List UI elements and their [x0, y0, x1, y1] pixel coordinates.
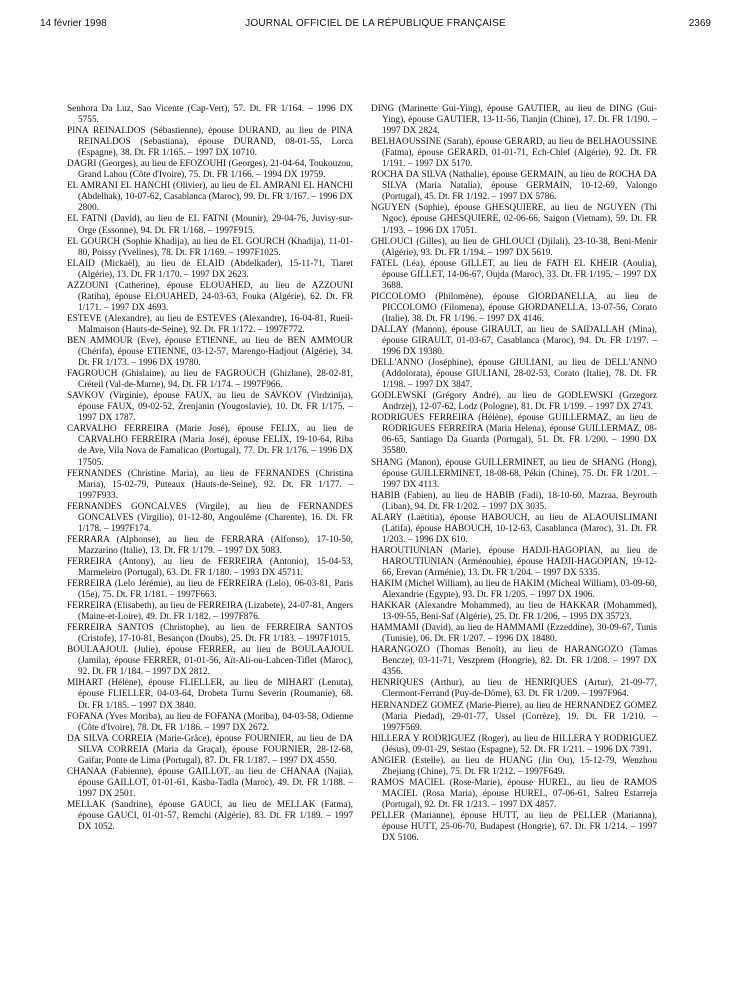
name-change-entry: FERREIRA SANTOS (Christophe), au lieu de FERREIRA SANTOS (Cristofe), 17-10-81, Besançon (Doubs), 25. Dt. FR 1/183. – 1997F1015. [67, 623, 353, 645]
left-column [67, 104, 353, 833]
name-change-entry: RAMOS MACIEL (Rose-Marie), épouse HUREL, au lieu de RAMOS MACIEL (Rosa Maria), épouse HUREL, 07-06-61, Salreu Estarreja (Portugal), 92. Dt. FR 1/213. – 1997 DX 4857. [371, 777, 657, 810]
name-change-entry: FERNANDES (Christine Maria), au lieu de FERNANDES (Christina Maria), 15-02-79, Puteaux (Hauts-de-Seine), 92. Dt. FR 1/177. – 1997F933. [67, 468, 353, 501]
name-change-entry: HILLERA Y RODRIGUEZ (Roger), au lieu de HILLERA Y RODRIGUEZ (Jésus), 09-01-29, Sestao (Espagne), 52. Dt. FR 1/211. – 1996 DX 7391. [371, 733, 657, 755]
name-change-entry: Senhora Da Luz, Sao Vicente (Cap-Vert), 57. Dt. FR 1/164. – 1996 DX 5755. [67, 104, 353, 126]
name-change-entry: PINA REINALDOS (Sébastienne), épouse DURAND, au lieu de PINA REINALDOS (Sebastiana), épouse DURAND, 08-01-55, Lorca (Espagne), 38. Dt. FR 1/165. – 1997 DX 10710. [67, 126, 353, 159]
name-change-entry: BOULAAJOUL (Julie), épouse FERRER, au lieu de BOULAAJOUL (Jamila), épouse FERRER, 01-01-56, Aït-Ali-ou-Lahcen-Tiflet (Maroc), 92. Dt. FR 1/184. – 1997 DX 2812. [67, 645, 353, 678]
name-change-entry: ROCHA DA SILVA (Nathalie), épouse GERMAIN, au lieu de ROCHA DA SILVA (Maria Natalia), épouse GERMAIN, 10-12-69, Valongo (Portugal), 45. Dt. FR 1/192. – 1997 DX 5786. [371, 170, 657, 203]
name-change-entry: HAROUTIUNIAN (Marie), épouse HADJI-HAGOPIAN, au lieu de HAROUTIUNIAN (Arménouhie), épouse HADJI-HAGOPIAN, 19-12-66, Erevan (Arménie), 13. Dt. FR 1/204. – 1997 DX 5335. [371, 545, 657, 578]
name-change-entry: DELL'ANNO (Joséphine), épouse GIULIANI, au lieu de DELL'ANNO (Addolorata), épouse GIULIANI, 28-02-53, Corato (Italie), 78. Dt. FR 1/198. – 1997 DX 3847. [371, 358, 657, 391]
name-change-entry: GHLOUCI (Gilles), au lieu de GHLOUCI (Djilali), 23-10-38, Beni-Menir (Algérie), 93. Dt. FR 1/194. – 1997 DX 5619. [371, 236, 657, 258]
name-change-entry: SAVKOV (Virginie), épouse FAUX, au lieu de SAVKOV (Virdzinija), épouse FAUX, 09-02-52, Zrenjanin (Yougoslavie), 10. Dt. FR 1/175. – 1997 DX 1787. [67, 391, 353, 424]
name-change-entry: FERNANDES GONCALVES (Virgile), au lieu de FERNANDES GONCALVES (Virgilio), 01-12-80, Angoulême (Charente), 16. Dt. FR 1/178. – 1997F174. [67, 501, 353, 534]
name-change-entry: FATEL (Léa), épouse GILLET, au lieu de FATH EL KHEIR (Aoulia), épouse GILLET, 14-06-67, Oujda (Maroc), 33. Dt. FR 1/195. – 1997 DX 3688. [371, 258, 657, 291]
name-change-entry: AZZOUNI (Catherine), épouse ELOUAHED, au lieu de AZZOUNI (Ratiha), épouse ELOUAHED, 24-03-63, Fouka (Algérie), 62. Dt. FR 1/171. – 1997 DX 4693. [67, 280, 353, 313]
name-change-entry: NGUYEN (Sophie), épouse GHESQUIERE, au lieu de NGUYEN (Thi Ngoc), épouse GHESQUIERE, 02-06-66, Saigon (Vietnam), 59. Dt. FR 1/193. – 1996 DX 17051. [371, 203, 657, 236]
name-change-entry: DA SILVA CORREIA (Marie-Grâce), épouse FOURNIER, au lieu de DA SILVA CORREIA (Maria da Graçal), épouse FOURNIER, 28-12-68, Gaifar, Ponte de Lima (Portugal), 87. Dt. FR 1/187. – 1997 DX 4550. [67, 733, 353, 766]
name-change-entry: ALARY (Laëtitia), épouse HABOUCH, au lieu de ALAOUISLIMANI (Latifa), épouse HABOUCH, 10-12-63, Casablanca (Maroc), 31. Dt. FR 1/203. – 1996 DX 610. [371, 512, 657, 545]
name-change-entry: DALLAY (Manon), épouse GIRAULT, au lieu de SAIDALLAH (Mina), épouse GIRAULT, 01-03-67, Casablanca (Maroc), 94. Dt. FR 1/197. – 1996 DX 19380. [371, 324, 657, 358]
name-change-entry: HAKKAR (Alexandre Mohammed), au lieu de HAKKAR (Mohammed), 13-09-55, Beni-Saf (Algérie), 25. Dt. FR 1/206. – 1995 DX 35723. [371, 601, 657, 623]
name-change-entry: EL FATNI (David), au lieu de EL FATNI (Mounir), 29-04-76, Juvisy-sur-Orge (Essonne), 94. Dt. FR 1/168. – 1997F915. [67, 214, 353, 236]
name-change-entry: RODRIGUES FERREIRA (Hélène), épouse GUILLERMAZ, au lieu de RODRIGUES FERREIRA (Maria Helena), épouse GUILLERMAZ, 08-06-65, Santiago Da Guarda (Portugal), 51. Dt. FR 1/200. – 1990 DX 35580. [371, 413, 657, 457]
name-change-entry: FAGROUCH (Ghislaine), au lieu de FAGROUCH (Ghizlane), 28-02-81, Créteil (Val-de-Marne), 94. Dt. FR 1/174. – 1997F966. [67, 369, 353, 391]
right-column [371, 104, 657, 844]
name-change-entry: FERREIRA (Elisabeth), au lieu de FERREIRA (Lizabete), 24-07-81, Angers (Maine-et-Loire), 49. Dt. FR 1/182. – 1997F876. [67, 601, 353, 623]
name-change-entry: MIHART (Hélène), épouse FLIELLER, au lieu de MIHART (Lenuta), épouse FLIELLER, 04-03-64, Drobeta Turnu Severin (Roumanie), 68. Dt. FR 1/185. – 1997 DX 3840. [67, 678, 353, 711]
name-change-entry: PELLER (Marianne), épouse HUTT, au lieu de PELLER (Marianna), épouse HUTT, 25-06-70, Budapest (Hongrie), 67. Dt. FR 1/214. – 1997 DX 5106. [371, 811, 657, 844]
page-number: 2369 [688, 18, 711, 29]
name-change-entry: GODLEWSKI (Grégory André), au lieu de GODLEWSKI (Grzegorz Andrzej), 12-07-62, Lodz (Pologne), 81. Dt. FR 1/199. – 1997 DX 2743. [371, 391, 657, 413]
name-change-entry: EL GOURCH (Sophie Khadija), au lieu de EL GOURCH (Khadija), 11-01-80, Poissy (Yvelines), 78. Dt. FR 1/169. – 1997F1025. [67, 236, 353, 258]
name-change-entry: DING (Marinette Gui-Ying), épouse GAUTIER, au lieu de DING (Gui-Ying), épouse GAUTIER, 13-11-56, Tianjin (Chine), 17. Dt. FR 1/190. – 1997 DX 2824. [371, 104, 657, 137]
issue-date: 14 février 1998 [40, 18, 107, 29]
name-change-entry: DAGRI (Georges), au lieu de EFOZOUHI (Georges), 21-04-64, Toukouzou, Grand Lahou (Côte d'Ivoire), 75. Dt. FR 1/166. – 1994 DX 19759. [67, 159, 353, 181]
name-change-entry: FOFANA (Yves Moriba), au lieu de FOFANA (Moriba), 04-03-58, Odienne (Côte d'Ivoire), 78. Dt. FR 1/186. – 1997 DX 2672. [67, 711, 353, 733]
name-change-entry: HERNANDEZ GOMEZ (Marie-Pierre), au lieu de HERNANDEZ GOMEZ (Maria Piedad), 29-01-77, Ussel (Corrèze), 19. Dt. FR 1/210. – 1997F569. [371, 700, 657, 733]
name-change-entry: HENRIQUES (Arthur), au lieu de HENRIQUES (Artur), 21-09-77, Clermont-Ferrand (Puy-de-Dôme), 63. Dt. FR 1/209. – 1997F964. [371, 678, 657, 700]
name-change-entry: SHANG (Manon), épouse GUILLERMINET, au lieu de SHANG (Hong), épouse GUILLERMINET, 18-08-68, Pékin (Chine), 75. Dt. FR 1/201. – 1997 DX 4113. [371, 457, 657, 490]
name-change-entry: FERREIRA (Lelo Jérémie), au lieu de FERREIRA (Lelo), 06-03-81, Paris (15e), 75. Dt. FR 1/181. – 1997F663. [67, 579, 353, 601]
name-change-entry: HAMMAMI (David), au lieu de HAMMAMI (Ezzeddine), 30-09-67, Tunis (Tunisie), 06. Dt. FR 1/207. – 1996 DX 18480. [371, 623, 657, 645]
name-change-entry: BELHAOUSSINE (Sarah), épouse GERARD, au lieu de BELHAOUSSINE (Fatma), épouse GERARD, 01-01-71, Ech-Chlef (Algérie), 92. Dt. FR 1/191. – 1997 DX 5170. [371, 137, 657, 170]
name-change-entry: EL AMRANI EL HANCHI (Olivier), au lieu de EL AMRANI EL HANCHI (Abdelhak), 10-07-62, Casablanca (Maroc), 99. Dt. FR 1/167. – 1996 DX 2800. [67, 181, 353, 214]
name-change-entry: FERRARA (Alphonse), au lieu de FERRARA (Alfonso), 17-10-50, Mazzarino (Italie), 13. Dt. FR 1/179. – 1997 DX 5083. [67, 534, 353, 556]
page-header [40, 18, 711, 32]
name-change-entry: ANGIER (Estelle), au lieu de HUANG (Jin Ou), 15-12-79, Wenzhou Zhejiang (Chine), 75. Dt. FR 1/212. – 1997F649. [371, 755, 657, 777]
name-change-entry: HABIB (Fabien), au lieu de HABIB (Fadi), 18-10-60, Mazraa, Beyrouth (Liban), 94. Dt. FR 1/202. – 1997 DX 3035. [371, 490, 657, 512]
name-change-entry: HAKIM (Michel William), au lieu de HAKIM (Micheal William), 03-09-60, Alexandrie (Egypte), 93. Dt. FR 1/205. – 1997 DX 1906. [371, 579, 657, 601]
journal-title: JOURNAL OFFICIEL DE LA RÉPUBLIQUE FRANÇAISE [245, 18, 506, 29]
name-change-entry: BEN AMMOUR (Eve), épouse ETIENNE, au lieu de BEN AMMOUR (Chérifa), épouse ETIENNE, 03-12-57, Marengo-Hadjout (Algérie), 34. Dt. FR 1/173. – 1996 DX 19780. [67, 335, 353, 369]
name-change-entry: MELLAK (Sandrine), épouse GAUCI, au lieu de MELLAK (Fatma), épouse GAUCI, 01-01-57, Remchi (Algérie), 83. Dt. FR 1/189. – 1997 DX 1052. [67, 799, 353, 833]
name-change-entry: ESTEVE (Alexandre), au lieu de ESTEVES (Alexandre), 16-04-81, Rueil-Malmaison (Hauts-de-Seine), 92. Dt. FR 1/172. – 1997F772. [67, 313, 353, 335]
name-change-entry: PICCOLOMO (Philomène), épouse GIORDANELLA, au lieu de PICCOLOMO (Filomena), épouse GIORDANELLA, 13-07-56, Corato (Italie), 38. Dt. FR 1/196. – 1997 DX 4146. [371, 291, 657, 324]
name-change-entry: CARVALHO FERREIRA (Marie José), épouse FELIX, au lieu de CARVALHO FERREIRA (Maria José), épouse FELIX, 19-10-64, Riba de Ave, Vila Nova de Famalicao (Portugal), 77. Dt. FR 1/176. – 1996 DX 17505. [67, 424, 353, 468]
name-change-entry: HARANGOZO (Thomas Benoît), au lieu de HARANGOZO (Tamas Bencze), 03-11-71, Veszprem (Hongrie), 82. Dt. FR 1/208. – 1997 DX 4356. [371, 645, 657, 678]
name-change-entry: CHANAA (Fabienne), épouse GAILLOT, au lieu de CHANAA (Najia), épouse GAILLOT, 01-01-61, Kasba-Tadla (Maroc), 49. Dt. FR 1/188. – 1997 DX 2501. [67, 766, 353, 799]
name-change-entry: ELAID (Mickaël), au lieu de ELAID (Abdelkader), 15-11-71, Tiaret (Algérie), 13. Dt. FR 1/170. – 1997 DX 2623. [67, 258, 353, 280]
name-change-entry: FERREIRA (Antony), au lieu de FERREIRA (Antonio), 15-04-53, Marmeleiro (Portugal), 63. Dt. FR 1/180. – 1993 DX 45711. [67, 556, 353, 578]
